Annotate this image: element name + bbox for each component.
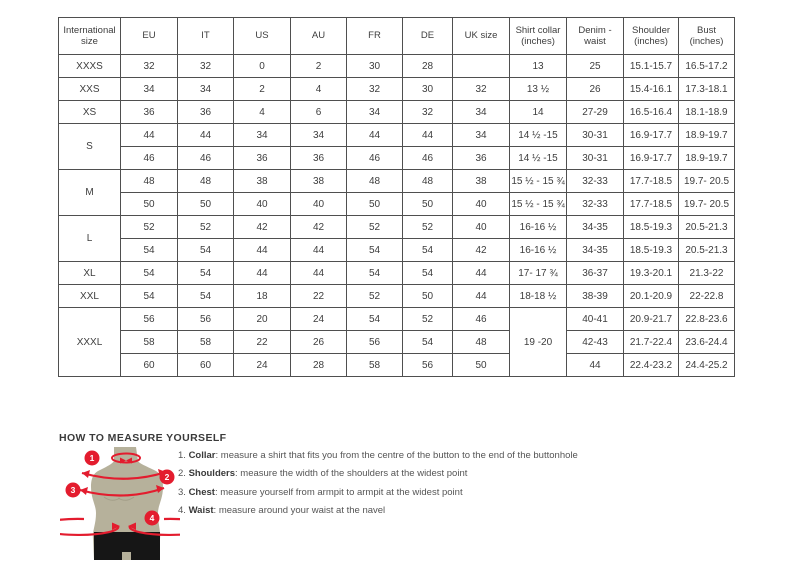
svg-text:4: 4 — [149, 512, 155, 523]
table-cell: 28 — [291, 354, 347, 377]
size-chart-table — [58, 17, 735, 377]
step-marker-4-icon — [145, 511, 160, 526]
measure-step-collar — [178, 451, 738, 461]
step-marker-3-icon — [66, 483, 81, 498]
size-label-cell: XS — [59, 101, 121, 124]
table-cell: 46 — [178, 147, 234, 170]
table-cell: 52 — [121, 216, 178, 239]
table-cell: 58 — [121, 331, 178, 354]
table-cell: 24.4-25.2 — [679, 354, 735, 377]
table-cell: 26 — [567, 78, 624, 101]
table-cell: 54 — [403, 239, 453, 262]
table-cell: 15 ½ - 15 ¾ — [510, 170, 567, 193]
table-cell: 18.1-18.9 — [679, 101, 735, 124]
table-cell: 24 — [234, 354, 291, 377]
table-cell: 14 — [510, 101, 567, 124]
column-header: International size — [59, 18, 121, 55]
table-cell: 38 — [453, 170, 510, 193]
table-cell: 38 — [234, 170, 291, 193]
table-cell: 32 — [347, 78, 403, 101]
table-cell: 56 — [347, 331, 403, 354]
table-cell: 48 — [121, 170, 178, 193]
table-cell: 26 — [291, 331, 347, 354]
mannequin-torso-icon — [60, 445, 180, 566]
table-cell: 34-35 — [567, 239, 624, 262]
table-cell: 40 — [234, 193, 291, 216]
table-cell: 46 — [347, 147, 403, 170]
how-to-measure-title: HOW TO MEASURE YOURSELF — [59, 432, 227, 444]
table-cell: 14 ½ -15 — [510, 147, 567, 170]
table-cell: 34 — [347, 101, 403, 124]
table-cell: 58 — [347, 354, 403, 377]
table-cell: 36 — [121, 101, 178, 124]
table-cell: 24 — [291, 308, 347, 331]
svg-text:1: 1 — [89, 452, 95, 463]
table-cell: 54 — [347, 262, 403, 285]
table-cell: 36 — [178, 101, 234, 124]
table-cell: 48 — [178, 170, 234, 193]
table-cell: 30 — [347, 55, 403, 78]
size-label-cell: XXXS — [59, 55, 121, 78]
table-cell: 42 — [291, 216, 347, 239]
measure-step-shoulders — [178, 469, 738, 479]
table-cell: 4 — [291, 78, 347, 101]
table-cell: 32 — [453, 78, 510, 101]
table-cell: 20 — [234, 308, 291, 331]
table-cell: 15.1-15.7 — [624, 55, 679, 78]
size-label-cell: XXS — [59, 78, 121, 101]
table-cell: 54 — [347, 308, 403, 331]
step-label: Chest — [188, 486, 215, 498]
table-cell: 44 — [234, 239, 291, 262]
column-header: US — [234, 18, 291, 55]
step-number: 3. — [178, 486, 189, 498]
column-header: Shirt collar (inches) — [510, 18, 567, 55]
step-text: : measure a shirt that fits you from the centre of the button to the end of the buttonhole — [215, 450, 578, 461]
table-cell: 36-37 — [567, 262, 624, 285]
column-header: Bust (inches) — [679, 18, 735, 55]
table-cell: 6 — [291, 101, 347, 124]
table-cell: 54 — [178, 285, 234, 308]
size-label-cell: L — [59, 216, 121, 262]
table-cell: 44 — [567, 354, 624, 377]
table-cell: 38 — [291, 170, 347, 193]
table-cell: 20.1-20.9 — [624, 285, 679, 308]
table-cell: 21.7-22.4 — [624, 331, 679, 354]
table-row — [59, 193, 735, 216]
table-cell: 48 — [453, 331, 510, 354]
table-row — [59, 124, 735, 147]
table-row — [59, 78, 735, 101]
table-cell: 20.9-21.7 — [624, 308, 679, 331]
table-cell: 34 — [178, 78, 234, 101]
table-cell: 28 — [403, 55, 453, 78]
table-cell: 18.9-19.7 — [679, 147, 735, 170]
table-cell: 18 — [234, 285, 291, 308]
table-cell: 22-22.8 — [679, 285, 735, 308]
table-cell: 18-18 ½ — [510, 285, 567, 308]
table-cell: 22.4-23.2 — [624, 354, 679, 377]
table-cell: 30-31 — [567, 147, 624, 170]
table-cell: 50 — [121, 193, 178, 216]
step-number: 2. — [178, 468, 189, 480]
table-cell: 54 — [347, 239, 403, 262]
table-cell: 54 — [403, 331, 453, 354]
step-text: : measure the width of the shoulders at the widest point — [235, 468, 468, 480]
table-cell: 44 — [234, 262, 291, 285]
measure-instructions — [178, 451, 738, 525]
table-cell: 44 — [453, 285, 510, 308]
table-cell: 54 — [121, 239, 178, 262]
table-cell: 60 — [178, 354, 234, 377]
table-cell: 16-16 ½ — [510, 239, 567, 262]
table-cell: 32-33 — [567, 193, 624, 216]
table-cell: 46 — [403, 147, 453, 170]
table-cell: 13 — [510, 55, 567, 78]
step-label: Waist — [188, 505, 214, 517]
table-cell: 46 — [453, 308, 510, 331]
table-cell: 32 — [403, 101, 453, 124]
size-label-cell: S — [59, 124, 121, 170]
table-row — [59, 308, 735, 331]
table-cell: 20.5-21.3 — [679, 216, 735, 239]
table-cell: 52 — [347, 285, 403, 308]
table-cell: 34-35 — [567, 216, 624, 239]
table-cell: 44 — [178, 124, 234, 147]
table-cell: 40-41 — [567, 308, 624, 331]
table-cell: 36 — [291, 147, 347, 170]
step-text: : measure around your waist at the navel — [213, 505, 386, 517]
table-cell: 34 — [291, 124, 347, 147]
table-cell: 42 — [234, 216, 291, 239]
table-row — [59, 101, 735, 124]
table-cell: 2 — [234, 78, 291, 101]
size-label-cell: M — [59, 170, 121, 216]
table-cell: 17- 17 ¾ — [510, 262, 567, 285]
table-cell: 50 — [347, 193, 403, 216]
table-cell: 54 — [121, 262, 178, 285]
table-cell: 15 ½ - 15 ¾ — [510, 193, 567, 216]
table-cell: 16.5-16.4 — [624, 101, 679, 124]
table-cell — [453, 55, 510, 78]
table-cell: 19 -20 — [510, 308, 567, 377]
column-header: AU — [291, 18, 347, 55]
table-cell: 58 — [178, 331, 234, 354]
table-cell: 20.5-21.3 — [679, 239, 735, 262]
table-cell: 32 — [178, 55, 234, 78]
table-cell: 50 — [403, 285, 453, 308]
table-cell: 34 — [453, 124, 510, 147]
table-cell: 16.9-17.7 — [624, 124, 679, 147]
table-cell: 34 — [234, 124, 291, 147]
table-cell: 16.9-17.7 — [624, 147, 679, 170]
step-text: : measure yourself from armpit to armpit at the widest point — [214, 486, 463, 498]
table-cell: 17.7-18.5 — [624, 193, 679, 216]
table-cell: 54 — [178, 262, 234, 285]
table-cell: 60 — [121, 354, 178, 377]
table-row — [59, 216, 735, 239]
step-label: Collar — [188, 450, 216, 461]
size-label-cell: XXXL — [59, 308, 121, 377]
table-cell: 22.8-23.6 — [679, 308, 735, 331]
table-cell: 56 — [178, 308, 234, 331]
table-cell: 40 — [453, 216, 510, 239]
column-header: FR — [347, 18, 403, 55]
table-cell: 44 — [291, 239, 347, 262]
column-header: EU — [121, 18, 178, 55]
table-cell: 36 — [453, 147, 510, 170]
table-cell: 34 — [453, 101, 510, 124]
table-cell: 18.5-19.3 — [624, 239, 679, 262]
column-header: UK size — [453, 18, 510, 55]
table-cell: 19.3-20.1 — [624, 262, 679, 285]
table-cell: 22 — [291, 285, 347, 308]
table-cell: 52 — [403, 216, 453, 239]
table-cell: 0 — [234, 55, 291, 78]
table-cell: 42-43 — [567, 331, 624, 354]
table-row — [59, 55, 735, 78]
table-cell: 30-31 — [567, 124, 624, 147]
table-cell: 19.7- 20.5 — [679, 170, 735, 193]
table-cell: 27-29 — [567, 101, 624, 124]
table-cell: 54 — [403, 262, 453, 285]
table-cell: 18.9-19.7 — [679, 124, 735, 147]
table-cell: 19.7- 20.5 — [679, 193, 735, 216]
table-cell: 50 — [178, 193, 234, 216]
table-cell: 32 — [121, 55, 178, 78]
table-cell: 38-39 — [567, 285, 624, 308]
table-cell: 23.6-24.4 — [679, 331, 735, 354]
table-cell: 44 — [291, 262, 347, 285]
step-number: 1. — [178, 450, 189, 461]
step-marker-1-icon — [85, 451, 100, 466]
table-cell: 44 — [403, 124, 453, 147]
table-cell: 54 — [178, 239, 234, 262]
svg-text:2: 2 — [164, 471, 170, 482]
table-cell: 40 — [453, 193, 510, 216]
table-cell: 54 — [121, 285, 178, 308]
svg-text:3: 3 — [70, 484, 76, 495]
table-cell: 50 — [453, 354, 510, 377]
column-header: Denim - waist — [567, 18, 624, 55]
table-cell: 44 — [121, 124, 178, 147]
table-row — [59, 239, 735, 262]
table-row — [59, 170, 735, 193]
table-row — [59, 285, 735, 308]
table-cell: 48 — [347, 170, 403, 193]
table-cell: 44 — [453, 262, 510, 285]
table-cell: 50 — [403, 193, 453, 216]
measure-step-waist — [178, 506, 738, 516]
table-cell: 52 — [403, 308, 453, 331]
size-label-cell: XXL — [59, 285, 121, 308]
table-cell: 52 — [178, 216, 234, 239]
table-cell: 18.5-19.3 — [624, 216, 679, 239]
table-cell: 16-16 ½ — [510, 216, 567, 239]
table-cell: 22 — [234, 331, 291, 354]
table-cell: 21.3-22 — [679, 262, 735, 285]
table-cell: 25 — [567, 55, 624, 78]
table-cell: 48 — [403, 170, 453, 193]
table-row — [59, 354, 735, 377]
column-header: DE — [403, 18, 453, 55]
step-marker-2-icon — [160, 470, 175, 485]
table-cell: 42 — [453, 239, 510, 262]
table-cell: 44 — [347, 124, 403, 147]
table-cell: 46 — [121, 147, 178, 170]
table-cell: 36 — [234, 147, 291, 170]
step-number: 4. — [178, 505, 189, 517]
table-header-row — [59, 18, 735, 55]
step-label: Shoulders — [188, 468, 236, 480]
table-cell: 40 — [291, 193, 347, 216]
table-cell: 2 — [291, 55, 347, 78]
table-cell: 32-33 — [567, 170, 624, 193]
table-cell: 15.4-16.1 — [624, 78, 679, 101]
table-cell: 17.3-18.1 — [679, 78, 735, 101]
table-cell: 13 ½ — [510, 78, 567, 101]
table-cell: 17.7-18.5 — [624, 170, 679, 193]
table-cell: 30 — [403, 78, 453, 101]
size-label-cell: XL — [59, 262, 121, 285]
table-row — [59, 262, 735, 285]
measurement-figure — [60, 445, 180, 566]
table-cell: 4 — [234, 101, 291, 124]
table-cell: 14 ½ -15 — [510, 124, 567, 147]
table-cell: 56 — [121, 308, 178, 331]
table-cell: 34 — [121, 78, 178, 101]
table-cell: 16.5-17.2 — [679, 55, 735, 78]
column-header: Shoulder (inches) — [624, 18, 679, 55]
table-row — [59, 331, 735, 354]
column-header: IT — [178, 18, 234, 55]
table-cell: 56 — [403, 354, 453, 377]
table-cell: 52 — [347, 216, 403, 239]
table-row — [59, 147, 735, 170]
measure-step-chest — [178, 488, 738, 498]
